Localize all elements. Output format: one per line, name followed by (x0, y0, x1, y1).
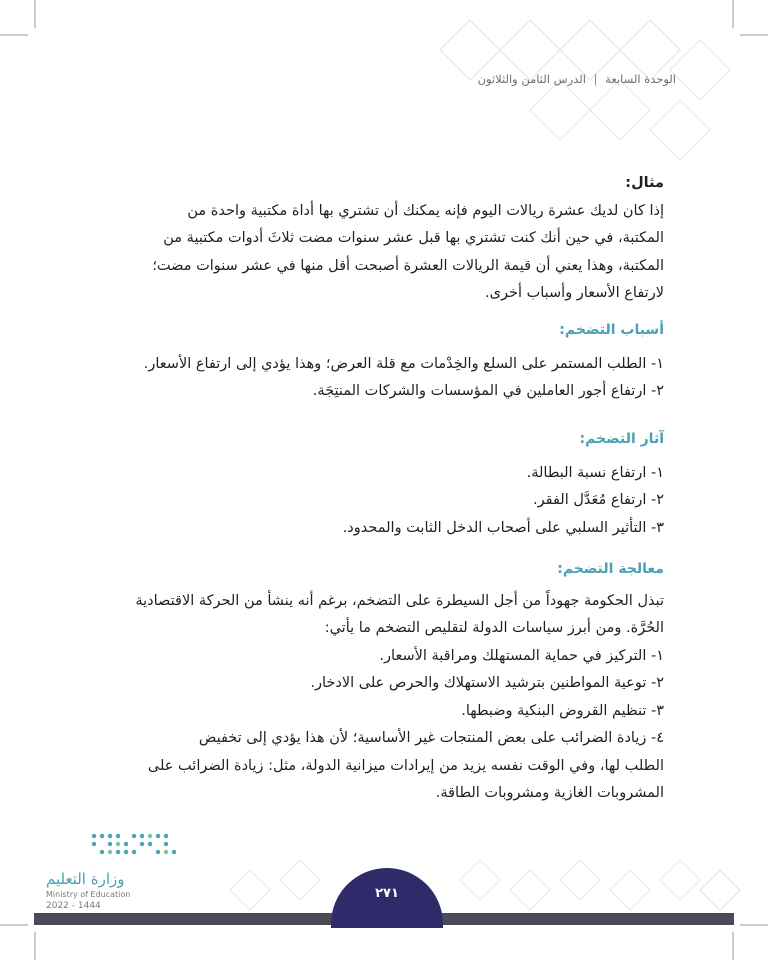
effects-item: ٢- ارتفاع مُعَدَّل الفقر. (533, 492, 664, 508)
example-line: المكتبة، وهذا يعني أن قيمة الريالات العشرة أصبحت أقل منها في عشر سنوات مضت؛ (152, 257, 664, 274)
effects-block (84, 426, 664, 542)
treatment-line: المشروبات الغازية ومشروبات الطاقة. (435, 785, 664, 801)
treatment-title: معالجة التضخم: (557, 561, 664, 577)
treatment-block (84, 556, 664, 808)
example-line: لارتفاع الأسعار وأسباب أخرى. (485, 285, 664, 301)
ministry-name-en: Ministry of Education (46, 890, 131, 899)
treatment-line: تبذل الحكومة جهوداً من أجل السيطرة على التضخم، برغم أنه ينشأ من الحركة الاقتصادية (135, 592, 664, 609)
treatment-line: الحُرَّة. ومن أبرز سياسات الدولة لتقليص التضخم ما يأتي: (324, 620, 664, 636)
causes-block (84, 317, 664, 406)
edition-year: 2022 - 1444 (46, 901, 101, 911)
treatment-line: ١- التركيز في حماية المستهلك ومراقبة الأسعار. (379, 647, 664, 664)
example-heading: مثال: (625, 175, 664, 191)
causes-item: ١- الطلب المستمر على السلع والخِدْمات مع قلة العرض؛ وهذا يؤدي إلى ارتفاع الأسعار. (143, 355, 664, 372)
treatment-line: ٣- تنظيم القروض البنكية وضبطها. (461, 702, 664, 719)
page-number: ٢٧١ (375, 886, 399, 901)
example-line: إذا كان لديك عشرة ريالات اليوم فإنه يمكنك أن تشتري بها أداة مكتبية واحدة من (187, 202, 664, 219)
effects-item: ١- ارتفاع نسبة البطالة. (526, 464, 664, 481)
effects-item: ٣- التأثير السلبي على أصحاب الدخل الثابت والمحدود. (342, 519, 664, 536)
treatment-line: الطلب لها، وفي الوقت نفسه يزيد من إيرادات ميزانية الدولة، مثل: زيادة الضرائب على (147, 757, 664, 774)
causes-item: ٢- ارتفاع أجور العاملين في المؤسسات والشركات المنتِجَة. (312, 383, 664, 399)
running-header (478, 72, 676, 86)
example-block (84, 170, 664, 308)
ministry-name-ar: وزارة التعليم (46, 870, 125, 888)
header-separator: | (593, 72, 598, 86)
treatment-line: ٢- توعية المواطنين بترشيد الاستهلاك والحرص على الادخار. (310, 675, 664, 691)
effects-title: آثار التضخم: (579, 431, 664, 447)
treatment-line: ٤- زيادة الضرائب على بعض المنتجات غير الأساسية؛ لأن هذا يؤدي إلى تخفيض (198, 730, 664, 746)
example-line: المكتبة، في حين أنك كنت تشتري بها قبل عشر سنوات مضت ثلاثَ أدوات مكتبية من (163, 230, 664, 246)
header-lesson: الدرس الثامن والثلاثون (477, 72, 586, 86)
causes-title: أسباب التضخم: (559, 322, 664, 338)
header-unit: الوحدة السابعة (605, 72, 676, 86)
